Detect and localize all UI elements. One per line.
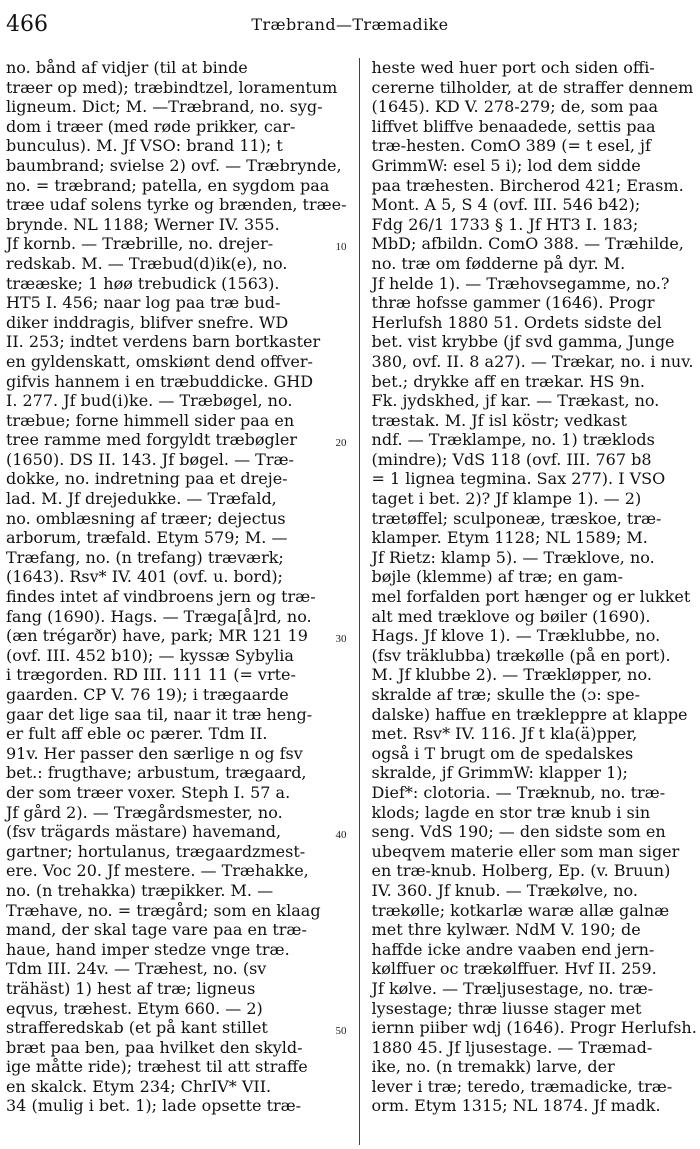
text-line: bet.; drykke aff en trækar. HS 9n. <box>371 371 645 391</box>
text-line: trææske; 1 høø trebudick (1563). <box>6 273 280 293</box>
text-line: lysestage; thræ liusse stager met <box>371 998 642 1018</box>
text-line: der som træer voxer. Steph I. 57 a. <box>6 782 291 802</box>
text-line: trähäst) 1) hest af træ; ligneus <box>6 978 256 998</box>
line-number: 30 <box>335 633 347 646</box>
text-line: II. 253; indtet verdens barn bortkaster <box>6 332 321 352</box>
line-number: 50 <box>335 1025 347 1038</box>
text-line: Fk. jydskhed, jf kar. — Trækast, no. <box>371 391 660 411</box>
text-line: = 1 lignea tegmina. Sax 277). I VSO <box>371 469 666 489</box>
text-line: Træhave, no. = trægård; som en klaag <box>6 900 321 920</box>
text-line: M. Jf klubbe 2). — Trækløpper, no. <box>371 665 652 685</box>
text-line: GrimmW: esel 5 i); lod dem sidde <box>371 155 641 175</box>
text-line: Herlufsh 1880 51. Ordets sidste del <box>371 312 662 332</box>
text-line: Jf Rietz: klamp 5). — Træklove, no. <box>371 547 655 567</box>
text-line: (ovf. III. 452 b10); — kyssæ Sybylia <box>6 645 294 665</box>
line-number: 10 <box>335 241 347 254</box>
text-line: diker inddragis, blifver snefre. WD <box>6 312 289 332</box>
text-line: I. 277. Jf bud(i)ke. — Træbøgel, no. <box>6 391 293 411</box>
text-line: ere. Voc 20. Jf mestere. — Træhakke, <box>6 861 309 881</box>
text-line: alt med træklove og bøiler (1690). <box>371 606 651 626</box>
text-line: findes intet af vindbroens jern og træ- <box>6 587 316 607</box>
text-columns <box>6 58 697 1145</box>
text-line: en gyldenskatt, omskiønt dend offver- <box>6 351 313 371</box>
text-line: (1643). Rsv* IV. 401 (ovf. u. bord); <box>6 567 283 587</box>
text-line: også i T brugt om de spedalskes <box>371 743 634 763</box>
text-line: ndf. — Træklampe, no. 1) træklods <box>371 430 655 450</box>
page-header <box>6 6 694 42</box>
running-head: Træbrand—Træmadike <box>251 14 449 34</box>
text-line: arborum, træfald. Etym 579; M. — <box>6 528 288 548</box>
text-line: (mindre); VdS 118 (ovf. III. 767 b8 <box>371 449 652 469</box>
text-line: lever i træ; teredo, træmadicke, træ- <box>371 1076 673 1096</box>
text-line: (1645). KD V. 278-279; de, som paa <box>371 97 658 117</box>
text-line: (fsv trägards mästare) havemand, <box>6 822 282 842</box>
text-line: ige måtte ride); træhest til att straffe <box>6 1057 308 1077</box>
text-line: klods; lagde en stor træ knub i sin <box>371 802 651 822</box>
text-line: Jf kornb. — Træbrille, no. drejer- <box>6 234 274 254</box>
text-line: 380, ovf. II. 8 a27). — Trækar, no. i nuv. <box>371 351 694 371</box>
line-number: 20 <box>335 437 347 450</box>
text-line: paa træhesten. Bircherod 421; Erasm. <box>371 175 684 195</box>
text-line: fang (1690). Hags. — Træga[å]rd, no. <box>6 606 312 626</box>
text-line: gifvis hannem i en træbuddicke. GHD <box>6 371 314 391</box>
text-line: Fdg 26/1 1733 § 1. Jf HT3 I. 183; <box>371 214 639 234</box>
page-number: 466 <box>6 11 48 37</box>
text-line: gaar det lige saa til, naar it træ heng- <box>6 704 313 724</box>
text-line: kølffuer oc trækølffuer. Hvf II. 259. <box>371 959 657 979</box>
text-line: tree ramme med forgyldt træbøgler <box>6 430 297 450</box>
text-line: trækølle; kotkarlæ waræ allæ galnæ <box>371 900 670 920</box>
text-line: no. = træbrand; patella, en sygdom paa <box>6 175 330 195</box>
line-number: 40 <box>335 829 347 842</box>
text-line: HT5 I. 456; naar log paa træ bud- <box>6 293 281 313</box>
text-line: orm. Etym 1315; NL 1874. Jf madk. <box>371 1096 661 1116</box>
text-line: no. (n trehakka) træpikker. M. — <box>6 880 274 900</box>
text-line: eqvus, træhest. Etym 660. — 2) <box>6 998 263 1018</box>
text-line: thræ hofsse gammer (1646). Progr <box>371 293 655 313</box>
text-line: no. træ om fødderne på dyr. M. <box>371 253 626 273</box>
text-line: klamper. Etym 1128; NL 1589; M. <box>371 528 648 548</box>
text-line: lad. M. Jf drejedukke. — Træfald, <box>6 489 277 509</box>
text-line: Dief*: clotoria. — Træknub, no. træ- <box>371 782 666 802</box>
text-line: skralde, jf GrimmW: klapper 1); <box>371 763 628 783</box>
text-line: dokke, no. indretning paa et dreje- <box>6 469 288 489</box>
text-line: baumbrand; svielse 2) ovf. — Træbrynde, <box>6 155 342 175</box>
text-line: Træfang, no. (n trefang) træværk; <box>6 547 284 567</box>
text-line: bet.: frugthave; arbustum, trægaard, <box>6 763 307 783</box>
text-line: trætøffel; sculponeæ, træskoe, træ- <box>371 508 662 528</box>
text-line: gartner; hortulanus, trægaardzmest- <box>6 841 306 861</box>
text-line: skralde af træ; skulle the (ɔ: spe- <box>371 685 640 704</box>
text-line: en skalck. Etym 234; ChrIV* VII. <box>6 1076 272 1096</box>
text-line: IV. 360. Jf knub. — Trækølve, no. <box>371 880 638 900</box>
text-line: no. omblæsning af træer; dejectus <box>6 508 286 528</box>
text-line: MbD; afbildn. ComO 388. — Træhilde, <box>371 234 684 254</box>
text-line: (1650). DS II. 143. Jf bøgel. — Træ- <box>6 449 294 469</box>
left-column <box>6 58 359 1145</box>
text-line: heste wed huer port och siden offi- <box>371 58 655 77</box>
text-line: Mont. A 5, S 4 (ovf. III. 546 b42); <box>371 195 641 215</box>
text-line: i trægorden. RD III. 111 11 (= vrte- <box>6 665 296 685</box>
text-line: gaarden. CP V. 76 19); i trægaarde <box>6 685 289 704</box>
text-line: seng. VdS 190; — den sidste som en <box>371 822 666 842</box>
text-line: taget i bet. 2)? Jf klampe 1). — 2) <box>371 489 642 509</box>
text-line: brynde. NL 1188; Werner IV. 355. <box>6 214 280 234</box>
text-line: haffde icke andre vaaben end jern- <box>371 939 655 959</box>
text-line: 34 (mulig i bet. 1); lade opsette træ- <box>6 1096 302 1116</box>
text-line: dom i træer (med røde prikker, car- <box>6 116 296 136</box>
text-line: dalske) haffue en trækleppre at klappe <box>371 704 688 724</box>
text-line: træ-hesten. ComO 389 (= t esel, jf <box>371 136 651 156</box>
text-line: træstak. M. Jf isl köstr; vedkast <box>371 410 627 430</box>
text-line: Hags. Jf klove 1). — Træklubbe, no. <box>371 626 661 646</box>
text-line: haue, hand imper stedze vnge træ. <box>6 939 290 959</box>
text-line: Jf helde 1). — Træhovsegamme, no.? <box>371 273 670 293</box>
text-line: (æn trégarðr) have, park; MR 121 19 <box>6 626 308 646</box>
text-line: er fult aff eble oc pærer. Tdm II. <box>6 724 268 744</box>
text-line: træe udaf solens tyrke og brænden, træe- <box>6 195 347 215</box>
text-line: met thre kylwær. NdM V. 190; de <box>371 920 641 940</box>
text-line: Jf gård 2). — Trægårdsmester, no. <box>6 802 283 822</box>
text-line: en træ-knub. Holberg, Ep. (v. Bruun) <box>371 861 671 881</box>
text-line: træer op med); træbindtzel, loramentum <box>6 77 338 97</box>
text-line: bøjle (klemme) af træ; en gam- <box>371 567 624 587</box>
text-line: (fsv träklubba) trækølle (på en port). <box>371 645 671 665</box>
text-line: bunculus). M. Jf VSO: brand 11); t <box>6 136 283 156</box>
text-line: cererne tilholder, at de straffer dennem <box>371 77 694 97</box>
text-line: 91v. Her passer den særlige n og fsv <box>6 743 303 763</box>
text-line: iernn piiber wdj (1646). Progr Herlufsh. <box>371 1018 697 1038</box>
text-line: bet. vist krybbe (jf svd gamma, Junge <box>371 332 675 352</box>
text-line: ligneum. Dict; M. —Træbrand, no. syg- <box>6 97 323 117</box>
text-line: ike, no. (n tremakk) larve, der <box>371 1057 615 1077</box>
text-line: liffvet bliffve benaadede, settis paa <box>371 116 656 136</box>
text-line: ubeqvem materie eller som man siger <box>371 841 680 861</box>
text-line: mand, der skal tage vare paa en træ- <box>6 920 307 940</box>
text-line: mel forfalden port hænger og er lukket <box>371 587 691 607</box>
text-line: Tdm III. 24v. — Træhest, no. (sv <box>6 959 267 979</box>
text-line: 1880 45. Jf ljusestage. — Træmad- <box>371 1037 653 1057</box>
text-line: bræt paa ben, paa hvilket den skyld- <box>6 1037 303 1057</box>
text-line: redskab. M. — Træbud(d)ik(e), no. <box>6 253 288 273</box>
right-column <box>335 58 697 1145</box>
text-line: Jf kølve. — Træljusestage, no. træ- <box>371 978 654 998</box>
text-line: met. Rsv* IV. 116. Jf t kla(ä)pper, <box>371 724 638 744</box>
text-line: træbue; forne himmell sider paa en <box>6 410 295 430</box>
text-line: strafferedskab (et på kant stillet <box>6 1018 268 1038</box>
text-line: no. bånd af vidjer (til at binde <box>6 58 248 77</box>
